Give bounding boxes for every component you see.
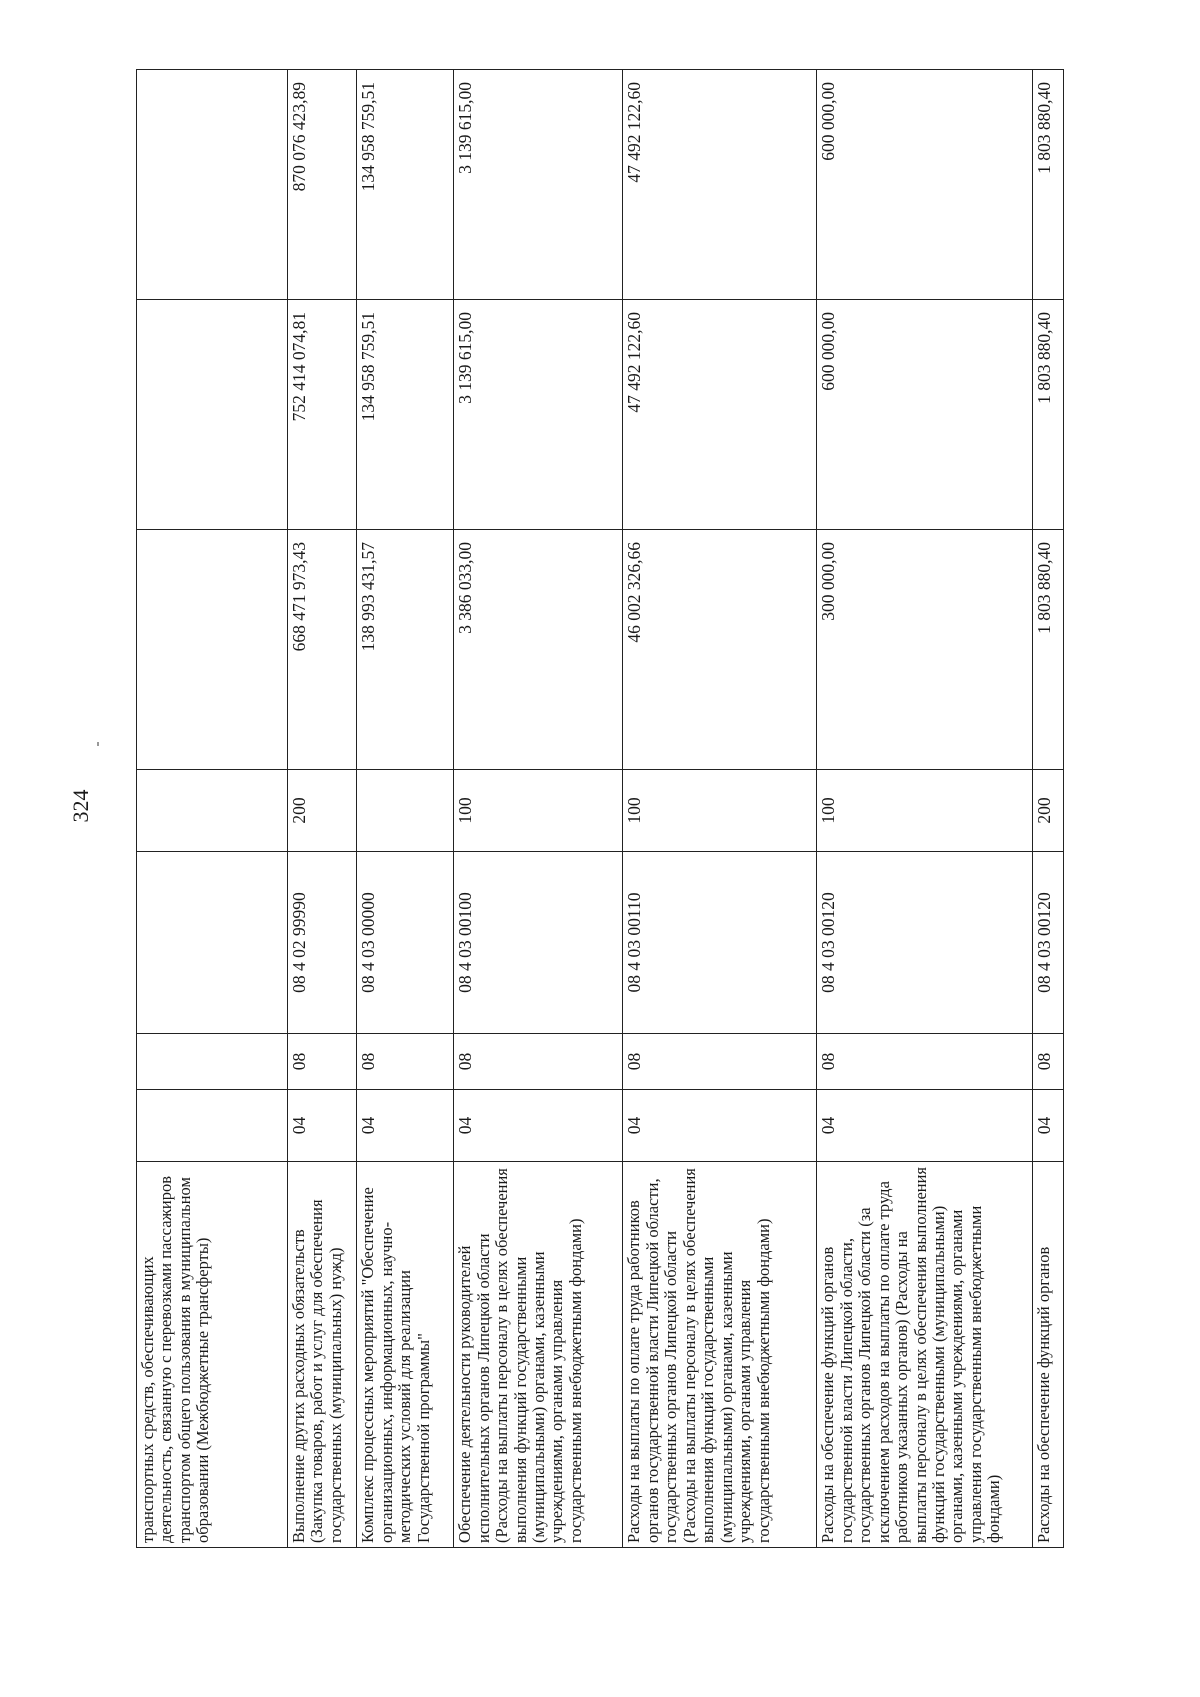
row-subsection: 08 bbox=[623, 1034, 817, 1090]
row-target: 08 4 03 00100 bbox=[454, 852, 623, 1034]
row-sum-year2 bbox=[137, 300, 288, 530]
table-row bbox=[623, 70, 817, 1548]
row-section bbox=[137, 1090, 288, 1162]
row-subsection: 08 bbox=[817, 1034, 1033, 1090]
row-sum-year2: 47 492 122,60 bbox=[623, 300, 817, 530]
row-expense-type: 200 bbox=[1033, 770, 1064, 852]
row-section: 04 bbox=[817, 1090, 1033, 1162]
row-sum-year3: 600 000,00 bbox=[817, 70, 1033, 300]
row-section: 04 bbox=[357, 1090, 454, 1162]
row-sum-year2: 1 803 880,40 bbox=[1033, 300, 1064, 530]
row-expense-type bbox=[357, 770, 454, 852]
row-sum-year1 bbox=[137, 530, 288, 770]
row-subsection: 08 bbox=[1033, 1034, 1064, 1090]
row-target bbox=[137, 852, 288, 1034]
row-subsection: 08 bbox=[454, 1034, 623, 1090]
row-description: Комплекс процессных мероприятий "Обеспечение организационных, информационных, научно-методических условий для реализации Государственной программы" bbox=[357, 1162, 454, 1548]
row-sum-year1: 46 002 326,66 bbox=[623, 530, 817, 770]
row-sum-year2: 752 414 074,81 bbox=[287, 300, 356, 530]
row-subsection: 08 bbox=[287, 1034, 356, 1090]
row-sum-year1: 3 386 033,00 bbox=[454, 530, 623, 770]
row-subsection bbox=[137, 1034, 288, 1090]
row-sum-year3: 870 076 423,89 bbox=[287, 70, 356, 300]
row-section: 04 bbox=[287, 1090, 356, 1162]
row-sum-year2: 3 139 615,00 bbox=[454, 300, 623, 530]
row-sum-year1: 1 803 880,40 bbox=[1033, 530, 1064, 770]
table-row bbox=[1033, 70, 1064, 1548]
row-description: Обеспечение деятельности руководителей исполнительных органов Липецкой области (Расходы на выплаты персоналу в целях обеспечения выполнения функций государственными (муниципальными) органами, казенными учреждениями, органами управления государственными внебюджетными фондами) bbox=[454, 1162, 623, 1548]
scan-mark bbox=[97, 742, 99, 746]
row-section: 04 bbox=[454, 1090, 623, 1162]
row-expense-type: 100 bbox=[454, 770, 623, 852]
row-sum-year1: 300 000,00 bbox=[817, 530, 1033, 770]
row-sum-year3: 134 958 759,51 bbox=[357, 70, 454, 300]
row-target: 08 4 02 99990 bbox=[287, 852, 356, 1034]
row-section: 04 bbox=[1033, 1090, 1064, 1162]
table-row bbox=[454, 70, 623, 1548]
row-sum-year3: 47 492 122,60 bbox=[623, 70, 817, 300]
row-description: Расходы на обеспечение функций органов bbox=[1033, 1162, 1064, 1548]
table-row bbox=[287, 70, 356, 1548]
row-target: 08 4 03 00000 bbox=[357, 852, 454, 1034]
row-description: транспортных средств, обеспечивающих деятельность, связанную с перевозками пассажиров транспортом общего пользования в муниципальном образовании (Межбюджетные трансферты) bbox=[137, 1162, 288, 1548]
row-target: 08 4 03 00120 bbox=[1033, 852, 1064, 1034]
budget-table bbox=[136, 69, 1064, 1548]
row-target: 08 4 03 00110 bbox=[623, 852, 817, 1034]
row-sum-year1: 668 471 973,43 bbox=[287, 530, 356, 770]
table-row bbox=[817, 70, 1033, 1548]
row-section: 04 bbox=[623, 1090, 817, 1162]
row-sum-year3: 3 139 615,00 bbox=[454, 70, 623, 300]
row-subsection: 08 bbox=[357, 1034, 454, 1090]
row-sum-year2: 134 958 759,51 bbox=[357, 300, 454, 530]
row-sum-year2: 600 000,00 bbox=[817, 300, 1033, 530]
row-sum-year3: 1 803 880,40 bbox=[1033, 70, 1064, 300]
row-expense-type: 100 bbox=[817, 770, 1033, 852]
row-description: Расходы на выплаты по оплате труда работников органов государственной власти Липецкой области, государственных органов Липецкой области (Расходы на выплаты персоналу в целях обеспечения выполнения функций государственными (муниципальными) органами, казенными учреждениями, органами управления государственными внебюджетными фондами) bbox=[623, 1162, 817, 1548]
page-number: 324 bbox=[68, 789, 93, 823]
row-expense-type: 200 bbox=[287, 770, 356, 852]
rotated-table-container bbox=[136, 70, 1064, 1548]
table-row bbox=[137, 70, 288, 1548]
row-target: 08 4 03 00120 bbox=[817, 852, 1033, 1034]
table-row bbox=[357, 70, 454, 1548]
row-expense-type: 100 bbox=[623, 770, 817, 852]
row-sum-year3 bbox=[137, 70, 288, 300]
row-description: Выполнение других расходных обязательств (Закупка товаров, работ и услуг для обеспечения государственных (муниципальных) нужд) bbox=[287, 1162, 356, 1548]
row-description: Расходы на обеспечение функций органов государственной власти Липецкой области, государственных органов Липецкой области (за исключением расходов на выплаты по оплате труда работников указанных органов) (Расходы на выплаты персоналу в целях обеспечения выполнения функций государственными (муниципальными) органами, казенными учреждениями, органами управления государственными внебюджетными фондами) bbox=[817, 1162, 1033, 1548]
row-expense-type bbox=[137, 770, 288, 852]
row-sum-year1: 138 993 431,57 bbox=[357, 530, 454, 770]
